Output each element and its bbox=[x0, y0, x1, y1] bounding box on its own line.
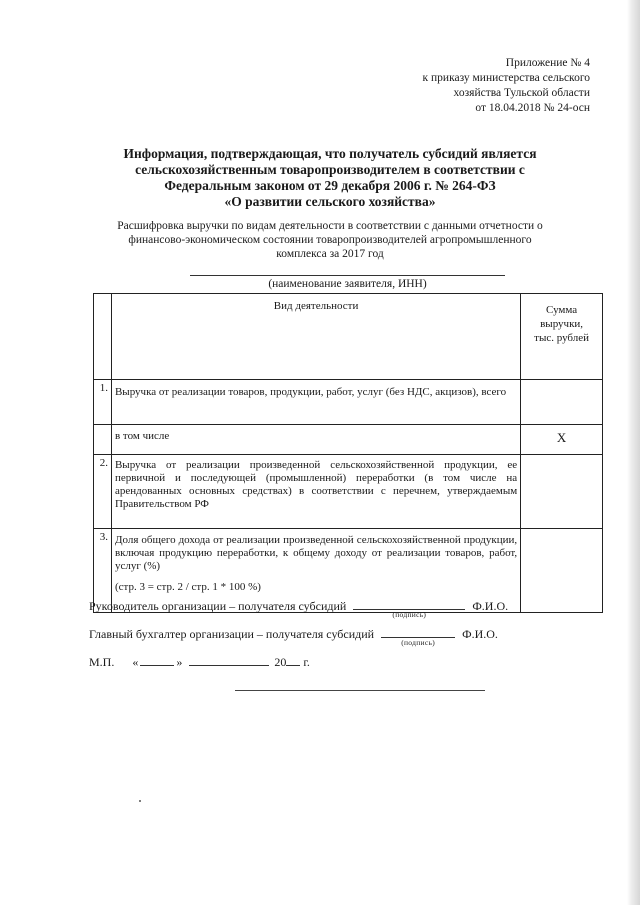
row-sum-cell[interactable] bbox=[521, 455, 603, 529]
annex-line-1: Приложение № 4 bbox=[505, 57, 590, 69]
document-title bbox=[80, 146, 580, 210]
row-activity-text: в том числе bbox=[111, 425, 520, 455]
head-signature-field[interactable] bbox=[353, 597, 465, 619]
accountant-signature-label: Главный бухгалтер организации – получателя субсидий bbox=[89, 627, 375, 641]
row-number: 2. bbox=[94, 455, 112, 529]
header-num-cell bbox=[94, 294, 112, 380]
date-open-quote: « bbox=[132, 655, 139, 669]
date-year-field[interactable] bbox=[286, 653, 300, 666]
row-sum-cell[interactable] bbox=[521, 529, 603, 613]
accountant-signature-caption: (подпись) bbox=[401, 638, 436, 647]
scan-shadow-edge bbox=[627, 0, 640, 905]
row-number: 1. bbox=[94, 380, 112, 425]
head-signature-line bbox=[89, 597, 509, 619]
header-sum-line-2: выручки, bbox=[540, 318, 584, 330]
applicant-name-field[interactable] bbox=[190, 275, 505, 276]
row-activity-text: Выручка от реализации товаров, продукции, работ, услуг (без НДС, акцизов), всего bbox=[111, 380, 520, 425]
annex-line-2: к приказу министерства сельского bbox=[422, 72, 590, 84]
table-header-row bbox=[94, 294, 603, 380]
header-sum-line-1: Сумма bbox=[546, 304, 578, 316]
title-line-4: «О развитии сельского хозяйства» bbox=[224, 194, 436, 209]
date-day-field[interactable] bbox=[140, 653, 174, 666]
head-fio-label: Ф.И.О. bbox=[472, 599, 509, 613]
annex-line-4: от 18.04.2018 № 24-осн bbox=[475, 102, 590, 114]
head-signature-label: Руководитель организации – получателя субсидий bbox=[89, 599, 347, 613]
row-number: 3. bbox=[94, 529, 112, 613]
header-sum-line-3: тыс. рублей bbox=[534, 332, 590, 344]
header-sum-cell bbox=[521, 294, 603, 380]
bottom-rule bbox=[235, 690, 485, 691]
title-line-2: сельскохозяйственным товаропроизводителем в соответствии с bbox=[135, 162, 525, 177]
table-row bbox=[94, 380, 603, 425]
stamp-mp-label: М.П. bbox=[89, 655, 115, 669]
head-signature-caption: (подпись) bbox=[392, 610, 427, 619]
table-row bbox=[94, 455, 603, 529]
header-activity-cell: Вид деятельности bbox=[111, 294, 520, 380]
row-activity-text: Доля общего дохода от реализации произведенной сельскохозяйственной продукции, включая продукцию переработки, к общему доходу от реализации товаров, работ, услуг (%) bbox=[114, 534, 518, 572]
date-year-prefix: 20 bbox=[274, 655, 287, 669]
subtitle-line-2: финансово-экономическом состоянии товаропроизводителей агропромышленного bbox=[128, 234, 532, 246]
scan-dot bbox=[139, 800, 141, 802]
date-close-quote: » bbox=[176, 655, 183, 669]
accountant-fio-label: Ф.И.О. bbox=[462, 627, 498, 641]
annex-line-3: хозяйства Тульской области bbox=[453, 87, 590, 99]
revenue-table bbox=[93, 293, 603, 613]
row-sum-cell[interactable] bbox=[521, 380, 603, 425]
date-year-suffix: г. bbox=[303, 655, 310, 669]
accountant-signature-field[interactable] bbox=[381, 625, 455, 647]
subtitle-line-1: Расшифровка выручки по видам деятельности в соответствии с данными отчетности о bbox=[117, 220, 543, 232]
row-sum-cell: X bbox=[521, 425, 603, 455]
table-row bbox=[94, 425, 603, 455]
row-activity-text: Выручка от реализации произведенной сельскохозяйственной продукции, ее первичной и последующей (промышленной) переработки (в том числе на арендованных основных средствах) в соответствии с перечнем, утверждаемым Правительством РФ bbox=[111, 455, 520, 529]
date-month-field[interactable] bbox=[189, 653, 269, 666]
accountant-signature-line bbox=[89, 625, 498, 647]
stamp-date-line bbox=[89, 653, 310, 670]
title-line-1: Информация, подтверждающая, что получатель субсидий является bbox=[123, 146, 537, 161]
row-number bbox=[94, 425, 112, 455]
subtitle-line-3: комплекса за 2017 год bbox=[276, 248, 384, 260]
applicant-caption: (наименование заявителя, ИНН) bbox=[268, 278, 427, 290]
annex-note bbox=[380, 56, 590, 116]
title-line-3: Федеральным законом от 29 декабря 2006 г. № 264-ФЗ bbox=[164, 178, 496, 193]
row-formula: (стр. 3 = стр. 2 / стр. 1 * 100 %) bbox=[114, 581, 261, 593]
document-subtitle bbox=[70, 219, 590, 261]
